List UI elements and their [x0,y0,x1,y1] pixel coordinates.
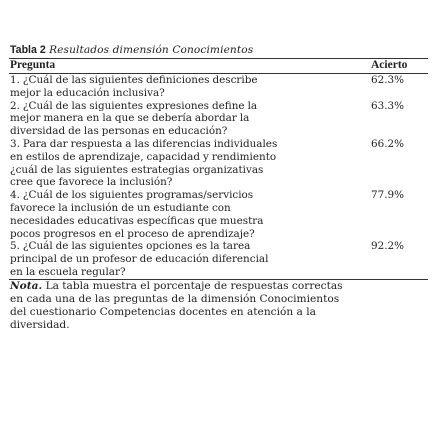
note-text: La tabla muestra el porcentaje de respuestas correctas [42,279,343,292]
question-cell [9,189,355,240]
accuracy-cell: 77.9% [371,189,405,202]
note-line: del cuestionario Competencias docentes en atención a la [10,305,316,318]
question-cell [9,74,355,100]
results-table [9,44,428,332]
question-line: 2. ¿Cuál de las siguientes expresiones define la [10,99,258,112]
question-line: mejor la educación inclusiva? [10,86,165,99]
question-line: en estilos de aprendizaje, capacidad y rendimiento [10,150,277,163]
caption-title: Resultados dimensión Conocimientos [49,44,254,56]
accuracy-cell: 92.2% [371,240,405,253]
question-cell [9,138,355,189]
question-line: 3. Para dar respuesta a las diferencias individuales [10,137,278,150]
note-line [10,280,428,293]
question-line: pocos progresos en el proceso de aprendizaje? [10,227,255,240]
note-line: diversidad. [10,318,70,331]
question-cell [9,100,355,138]
table-row [9,189,428,240]
question-line: cree que favorece la inclusión? [10,176,173,189]
question-line: favorece la inclusión de un estudiante con [10,201,231,214]
table-row [9,100,428,138]
question-line: necesidades educativas específicas que muestra [10,214,264,227]
caption-label: Tabla 2 [10,44,46,56]
question-line: en la escuela regular? [10,265,126,278]
question-line: principal de un profesor de educación diferencial [10,253,269,266]
question-line: mejor manera en la que se debería abordar la [10,112,250,125]
header-accuracy: Acierto [371,59,408,71]
question-cell [9,240,355,278]
question-line: 4. ¿Cuál de los siguientes programas/servicios [10,189,254,202]
table-row [9,138,428,189]
table-row [9,240,428,278]
note-label: Nota. [10,279,43,292]
table-note [9,280,428,332]
table-body [9,74,428,280]
accuracy-cell: 63.3% [371,99,405,112]
table-row [9,74,428,100]
question-line: 5. ¿Cuál de las siguientes opciones es la tarea [10,240,251,253]
accuracy-cell: 66.2% [371,137,405,150]
note-line: en cada una de las preguntas de la dimensión Conocimientos [10,292,340,305]
table-header [9,58,428,74]
question-line: diversidad de las personas en educación? [10,125,228,138]
question-line: 1. ¿Cuál de las siguientes definiciones describe [10,74,258,86]
accuracy-cell: 62.3% [371,74,405,86]
question-line: ¿cuál de las siguientes estrategias organizativas [10,163,264,176]
header-question: Pregunta [10,59,56,71]
table-caption [9,44,428,58]
